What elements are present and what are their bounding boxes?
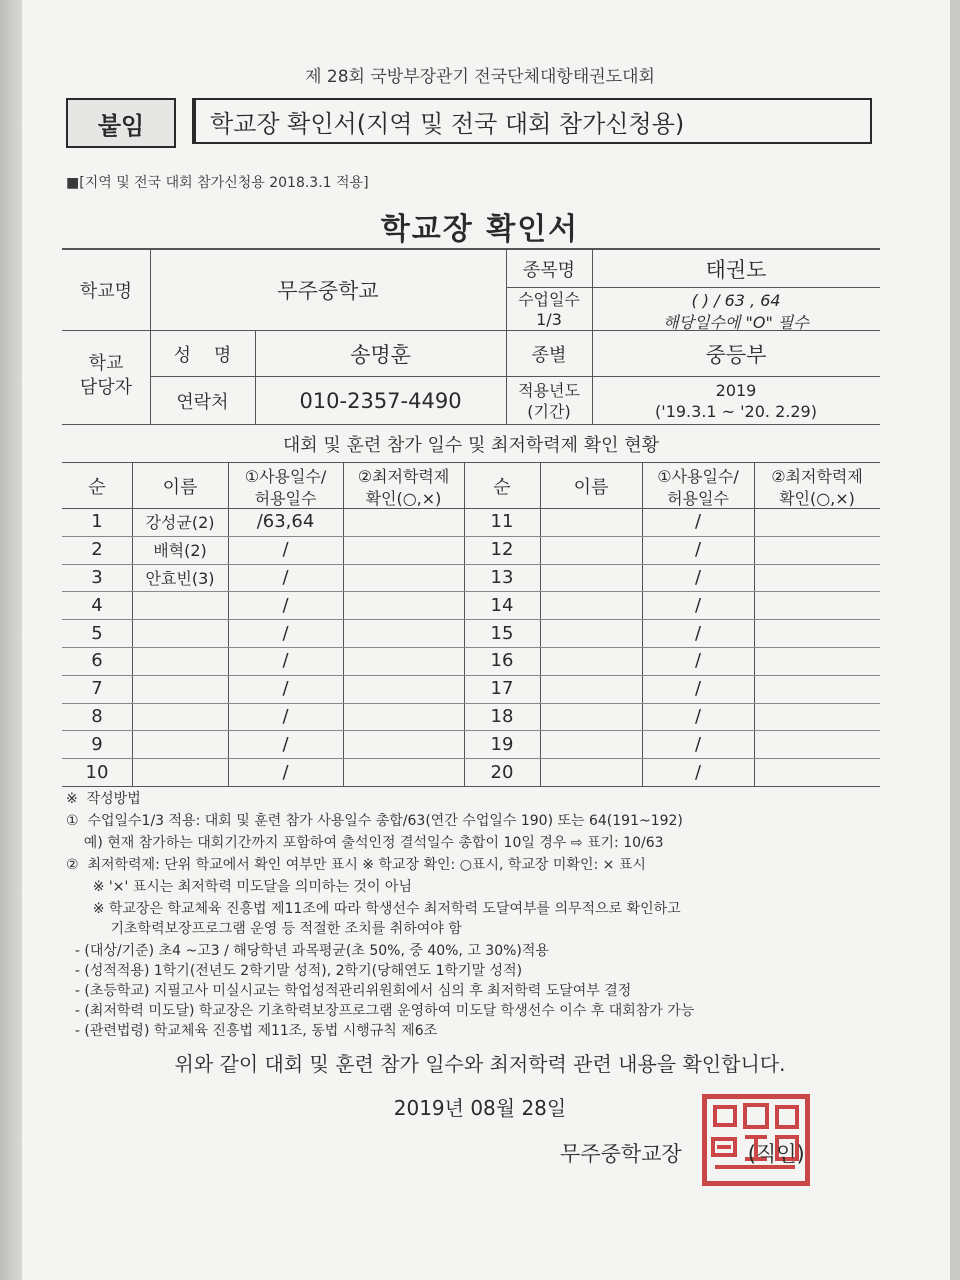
- student-name: [540, 703, 642, 731]
- confirmation-statement: 위와 같이 대회 및 훈련 참가 일수와 최저학력 관련 내용을 확인합니다.: [174, 1052, 786, 1076]
- row-number: 1: [91, 511, 103, 533]
- classdays-label-fraction: 1/3: [536, 309, 562, 329]
- used-days: /: [694, 733, 702, 755]
- row-number: 9: [91, 733, 103, 755]
- used-days: /: [694, 594, 702, 616]
- principal-title: 무주중학교장: [560, 1142, 682, 1166]
- year-value: 2019: [715, 381, 757, 400]
- document-heading-box: 학교장 확인서(지역 및 전국 대회 참가신청용): [192, 98, 872, 144]
- used-days: /: [694, 705, 702, 727]
- classdays-value: ( ) / 63 , 64: [691, 290, 781, 310]
- student-name: [132, 591, 228, 619]
- col-header-no: 순: [88, 477, 106, 498]
- col-header-min: ②최저학력제: [357, 466, 450, 486]
- contact-value: 010-2357-4490: [299, 388, 462, 413]
- student-name: [132, 675, 228, 703]
- competition-title: 제 28회 국방부장관기 전국단체대항태권도대회: [305, 67, 655, 87]
- instruction-line: ① 수업일수1/3 적용: 대회 및 훈련 참가 사용일수 총합/63(연간 수업일수 190) 또는 64(191~192): [66, 813, 683, 829]
- row-number: 15: [490, 622, 514, 644]
- student-name: [132, 647, 228, 675]
- student-name: [540, 675, 642, 703]
- instruction-line: 예) 현재 참가하는 대회기간까지 포함하여 출석인정 결석일수 총합이 10일 경우 ⇨ 표기: 10/63: [66, 835, 664, 851]
- student-name: [132, 758, 228, 786]
- student-name: [540, 591, 642, 619]
- used-days: /: [694, 678, 702, 700]
- instruction-line: 기초학력보장프로그램 운영 등 적절한 조치를 취하여야 함: [66, 921, 462, 937]
- used-days: /: [694, 650, 702, 672]
- row-number: 7: [91, 678, 103, 700]
- instruction-line: - (최저학력 미도달) 학교장은 기초학력보장프로그램 운영하여 미도달 학생선수 이수 후 대회참가 가능: [66, 1003, 695, 1019]
- col-header-days-right-2: 허용일수: [667, 488, 729, 508]
- application-note: ■[지역 및 전국 대회 참가신청용 2018.3.1 적용]: [66, 175, 369, 191]
- row-number: 2: [91, 539, 103, 561]
- row-number: 3: [91, 566, 103, 588]
- row-number: 6: [91, 650, 103, 672]
- student-name: [540, 758, 642, 786]
- classdays-label: 수업일수: [518, 289, 580, 309]
- attachment-label: 붙임: [66, 98, 176, 148]
- instruction-line: - (초등학교) 지필고사 미실시교는 학업성적관리위원회에서 심의 후 최저학력 도달여부 결정: [66, 983, 632, 999]
- year-label-period: (기간): [527, 402, 571, 421]
- document-date: 2019년 08월 28일: [393, 1096, 567, 1120]
- sport-value: 태권도: [705, 257, 767, 282]
- person-name-value: 송명훈: [350, 342, 411, 367]
- used-days: /: [694, 566, 702, 588]
- row-number: 5: [91, 622, 103, 644]
- row-number: 19: [490, 733, 514, 755]
- row-number: 16: [490, 650, 514, 672]
- col-header-name: 이름: [162, 477, 198, 498]
- student-name: [540, 619, 642, 647]
- student-name: 강성균(2): [145, 513, 215, 533]
- col-header-no-right: 순: [493, 477, 511, 498]
- used-days: /: [694, 511, 702, 533]
- used-days: /: [282, 594, 289, 616]
- row-number: 20: [490, 761, 514, 783]
- student-name: [132, 619, 228, 647]
- used-days: /: [282, 733, 289, 755]
- col-header-min-right: ②최저학력제: [771, 466, 863, 486]
- used-days: /: [694, 539, 702, 561]
- instruction-line: ※ 학교장은 학교체육 진흥법 제11조에 따라 학생선수 최저학력 도달여부를 의무적으로 확인하고: [66, 901, 681, 917]
- used-days: /: [282, 539, 289, 561]
- used-days: /: [282, 761, 289, 783]
- person-name-label: 성 명: [173, 344, 232, 366]
- instruction-line: - (성적적용) 1학기(전년도 2학기말 성적), 2학기(당해연도 1학기말 성적): [66, 963, 523, 979]
- student-name: [132, 730, 228, 758]
- used-days: /: [694, 761, 702, 783]
- student-name: [540, 508, 642, 536]
- instruction-line: - (대상/기준) 초4 ~고3 / 해당학년 과목평균(초 50%, 중 40%, 고 30%)적용: [66, 943, 549, 959]
- student-name: [540, 536, 642, 564]
- instruction-line: ② 최저학력제: 단위 학교에서 확인 여부만 표시 ※ 학교장 확인: ○표시, 학교장 미확인: × 표시: [66, 857, 646, 873]
- used-days: /: [282, 678, 289, 700]
- used-days: /: [282, 650, 289, 672]
- student-name: [540, 564, 642, 592]
- instruction-line: - (관련법령) 학교체육 진흥법 제11조, 동법 시행규칙 제6조: [66, 1023, 438, 1039]
- used-days: /63,64: [256, 511, 315, 533]
- principal-signature-line: [560, 1138, 805, 1168]
- row-number: 12: [490, 539, 514, 561]
- sport-label: 종목명: [522, 259, 576, 281]
- col-header-min-2: 확인(○,×): [365, 488, 442, 508]
- student-name: [132, 703, 228, 731]
- contact-label: 연락처: [176, 391, 229, 413]
- row-number: 11: [490, 511, 514, 533]
- row-number: 10: [85, 761, 109, 783]
- status-table-title: 대회 및 훈련 참가 일수 및 최저학력제 확인 현황: [282, 435, 660, 456]
- school-name-label: 학교명: [79, 281, 133, 302]
- year-label: 적용년도: [518, 381, 580, 400]
- used-days: /: [282, 705, 289, 727]
- category-value: 중등부: [705, 342, 767, 367]
- used-days: /: [282, 566, 289, 588]
- col-header-days-right: ①사용일수/: [657, 466, 739, 486]
- manager-label-2: 담당자: [79, 377, 133, 398]
- document-title: 학교장 확인서: [380, 212, 580, 247]
- col-header-name-right: 이름: [573, 477, 609, 498]
- row-number: 8: [91, 705, 103, 727]
- col-header-min-right-2: 확인(○,×): [779, 488, 855, 508]
- instructions-heading: ※ 작성방법: [66, 791, 141, 807]
- instruction-line: ※ '×' 표시는 최저학력 미도달을 의미하는 것이 아님: [66, 879, 412, 895]
- row-number: 14: [490, 594, 514, 616]
- year-period-value: ('19.3.1 ~ '20. 2.29): [655, 402, 817, 421]
- category-label: 종별: [531, 344, 567, 366]
- row-number: 17: [490, 678, 514, 700]
- col-header-days-2: 허용일수: [254, 488, 317, 508]
- seal-label: (직인): [747, 1142, 805, 1166]
- student-name: 배혁(2): [153, 541, 207, 561]
- col-header-days: ①사용일수/: [244, 466, 327, 486]
- manager-label: 학교: [88, 353, 124, 374]
- row-number: 4: [91, 594, 103, 616]
- row-number: 18: [490, 705, 514, 727]
- page-edge-shadow: [0, 0, 22, 1280]
- student-name: 안효빈(3): [145, 568, 215, 588]
- classdays-note: 해당일수에 "O" 필수: [663, 312, 809, 332]
- used-days: /: [282, 622, 289, 644]
- used-days: /: [694, 622, 702, 644]
- row-number: 13: [490, 566, 514, 588]
- student-name: [540, 647, 642, 675]
- student-name: [540, 730, 642, 758]
- school-name-value: 무주중학교: [277, 279, 379, 303]
